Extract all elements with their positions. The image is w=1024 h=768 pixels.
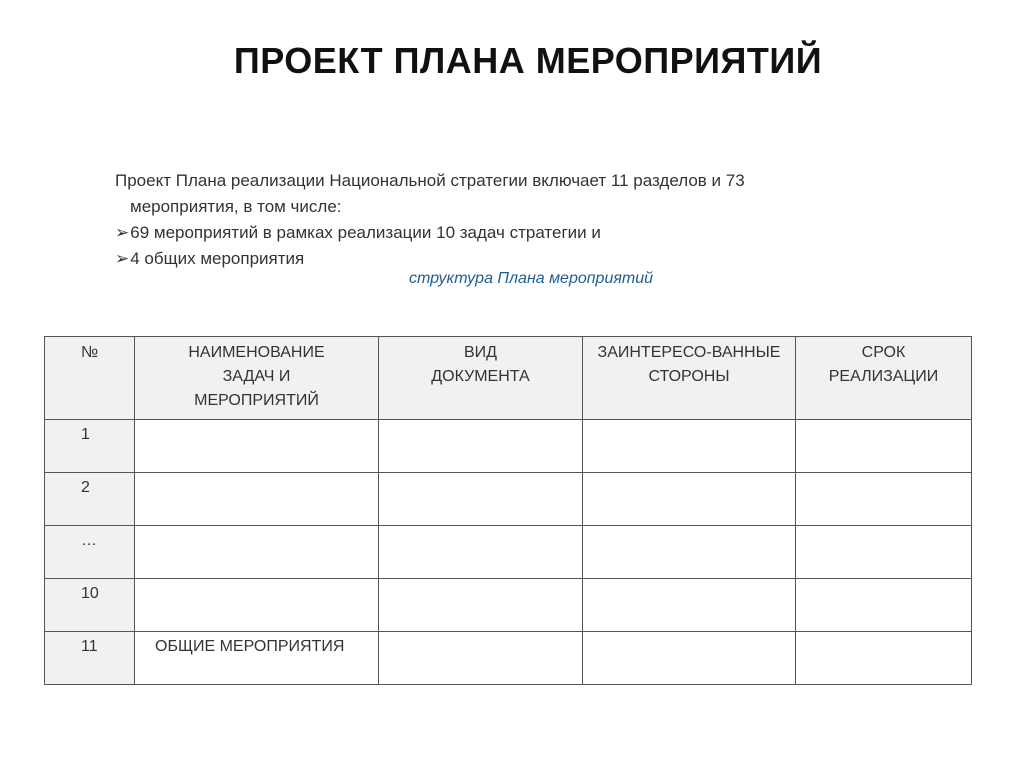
row-cell bbox=[796, 632, 972, 685]
intro-text bbox=[115, 168, 895, 272]
row-cell bbox=[583, 632, 796, 685]
row-cell bbox=[796, 420, 972, 473]
row-cell bbox=[379, 526, 583, 579]
intro-line-1: Проект Плана реализации Национальной стратегии включает 11 разделов и 73 bbox=[115, 171, 745, 190]
page-title: ПРОЕКТ ПЛАНА МЕРОПРИЯТИЙ bbox=[233, 40, 823, 81]
row-number: 10 bbox=[45, 579, 135, 632]
row-cell bbox=[583, 473, 796, 526]
plan-table bbox=[44, 336, 972, 685]
row-name bbox=[135, 579, 379, 632]
row-name bbox=[135, 420, 379, 473]
intro-line-2: мероприятия, в том числе: bbox=[130, 197, 342, 216]
row-number: 11 bbox=[45, 632, 135, 685]
row-number: 2 bbox=[45, 473, 135, 526]
row-cell bbox=[796, 473, 972, 526]
row-name bbox=[135, 473, 379, 526]
table-row bbox=[45, 526, 972, 579]
bullet-item bbox=[115, 220, 895, 246]
row-cell bbox=[583, 579, 796, 632]
row-cell bbox=[379, 632, 583, 685]
row-cell bbox=[796, 526, 972, 579]
structure-label: структура Плана мероприятий bbox=[408, 270, 654, 287]
row-cell bbox=[379, 420, 583, 473]
row-cell bbox=[379, 473, 583, 526]
header-document-type: ВИД ДОКУМЕНТА bbox=[379, 337, 583, 420]
bullet-text: 4 общих мероприятия bbox=[130, 249, 305, 268]
table-row bbox=[45, 473, 972, 526]
header-stakeholders: ЗАИНТЕРЕСО-ВАННЫЕ СТОРОНЫ bbox=[583, 337, 796, 420]
table-row bbox=[45, 579, 972, 632]
bullet-item bbox=[115, 246, 895, 272]
row-name bbox=[135, 526, 379, 579]
row-cell bbox=[583, 526, 796, 579]
header-deadline: СРОК РЕАЛИЗАЦИИ bbox=[796, 337, 972, 420]
row-cell bbox=[583, 420, 796, 473]
arrow-bullet-icon: ➢ bbox=[115, 249, 130, 268]
table-row bbox=[45, 420, 972, 473]
row-number: … bbox=[45, 526, 135, 579]
header-number: № bbox=[45, 337, 135, 420]
row-cell bbox=[796, 579, 972, 632]
row-cell bbox=[379, 579, 583, 632]
row-name: ОБЩИЕ МЕРОПРИЯТИЯ bbox=[135, 632, 379, 685]
row-number: 1 bbox=[45, 420, 135, 473]
header-task-name: НАИМЕНОВАНИЕ ЗАДАЧ И МЕРОПРИЯТИЙ bbox=[135, 337, 379, 420]
bullet-text: 69 мероприятий в рамках реализации 10 задач стратегии и bbox=[130, 223, 601, 242]
table-row bbox=[45, 632, 972, 685]
arrow-bullet-icon: ➢ bbox=[115, 223, 130, 242]
table-header-row bbox=[45, 337, 972, 420]
